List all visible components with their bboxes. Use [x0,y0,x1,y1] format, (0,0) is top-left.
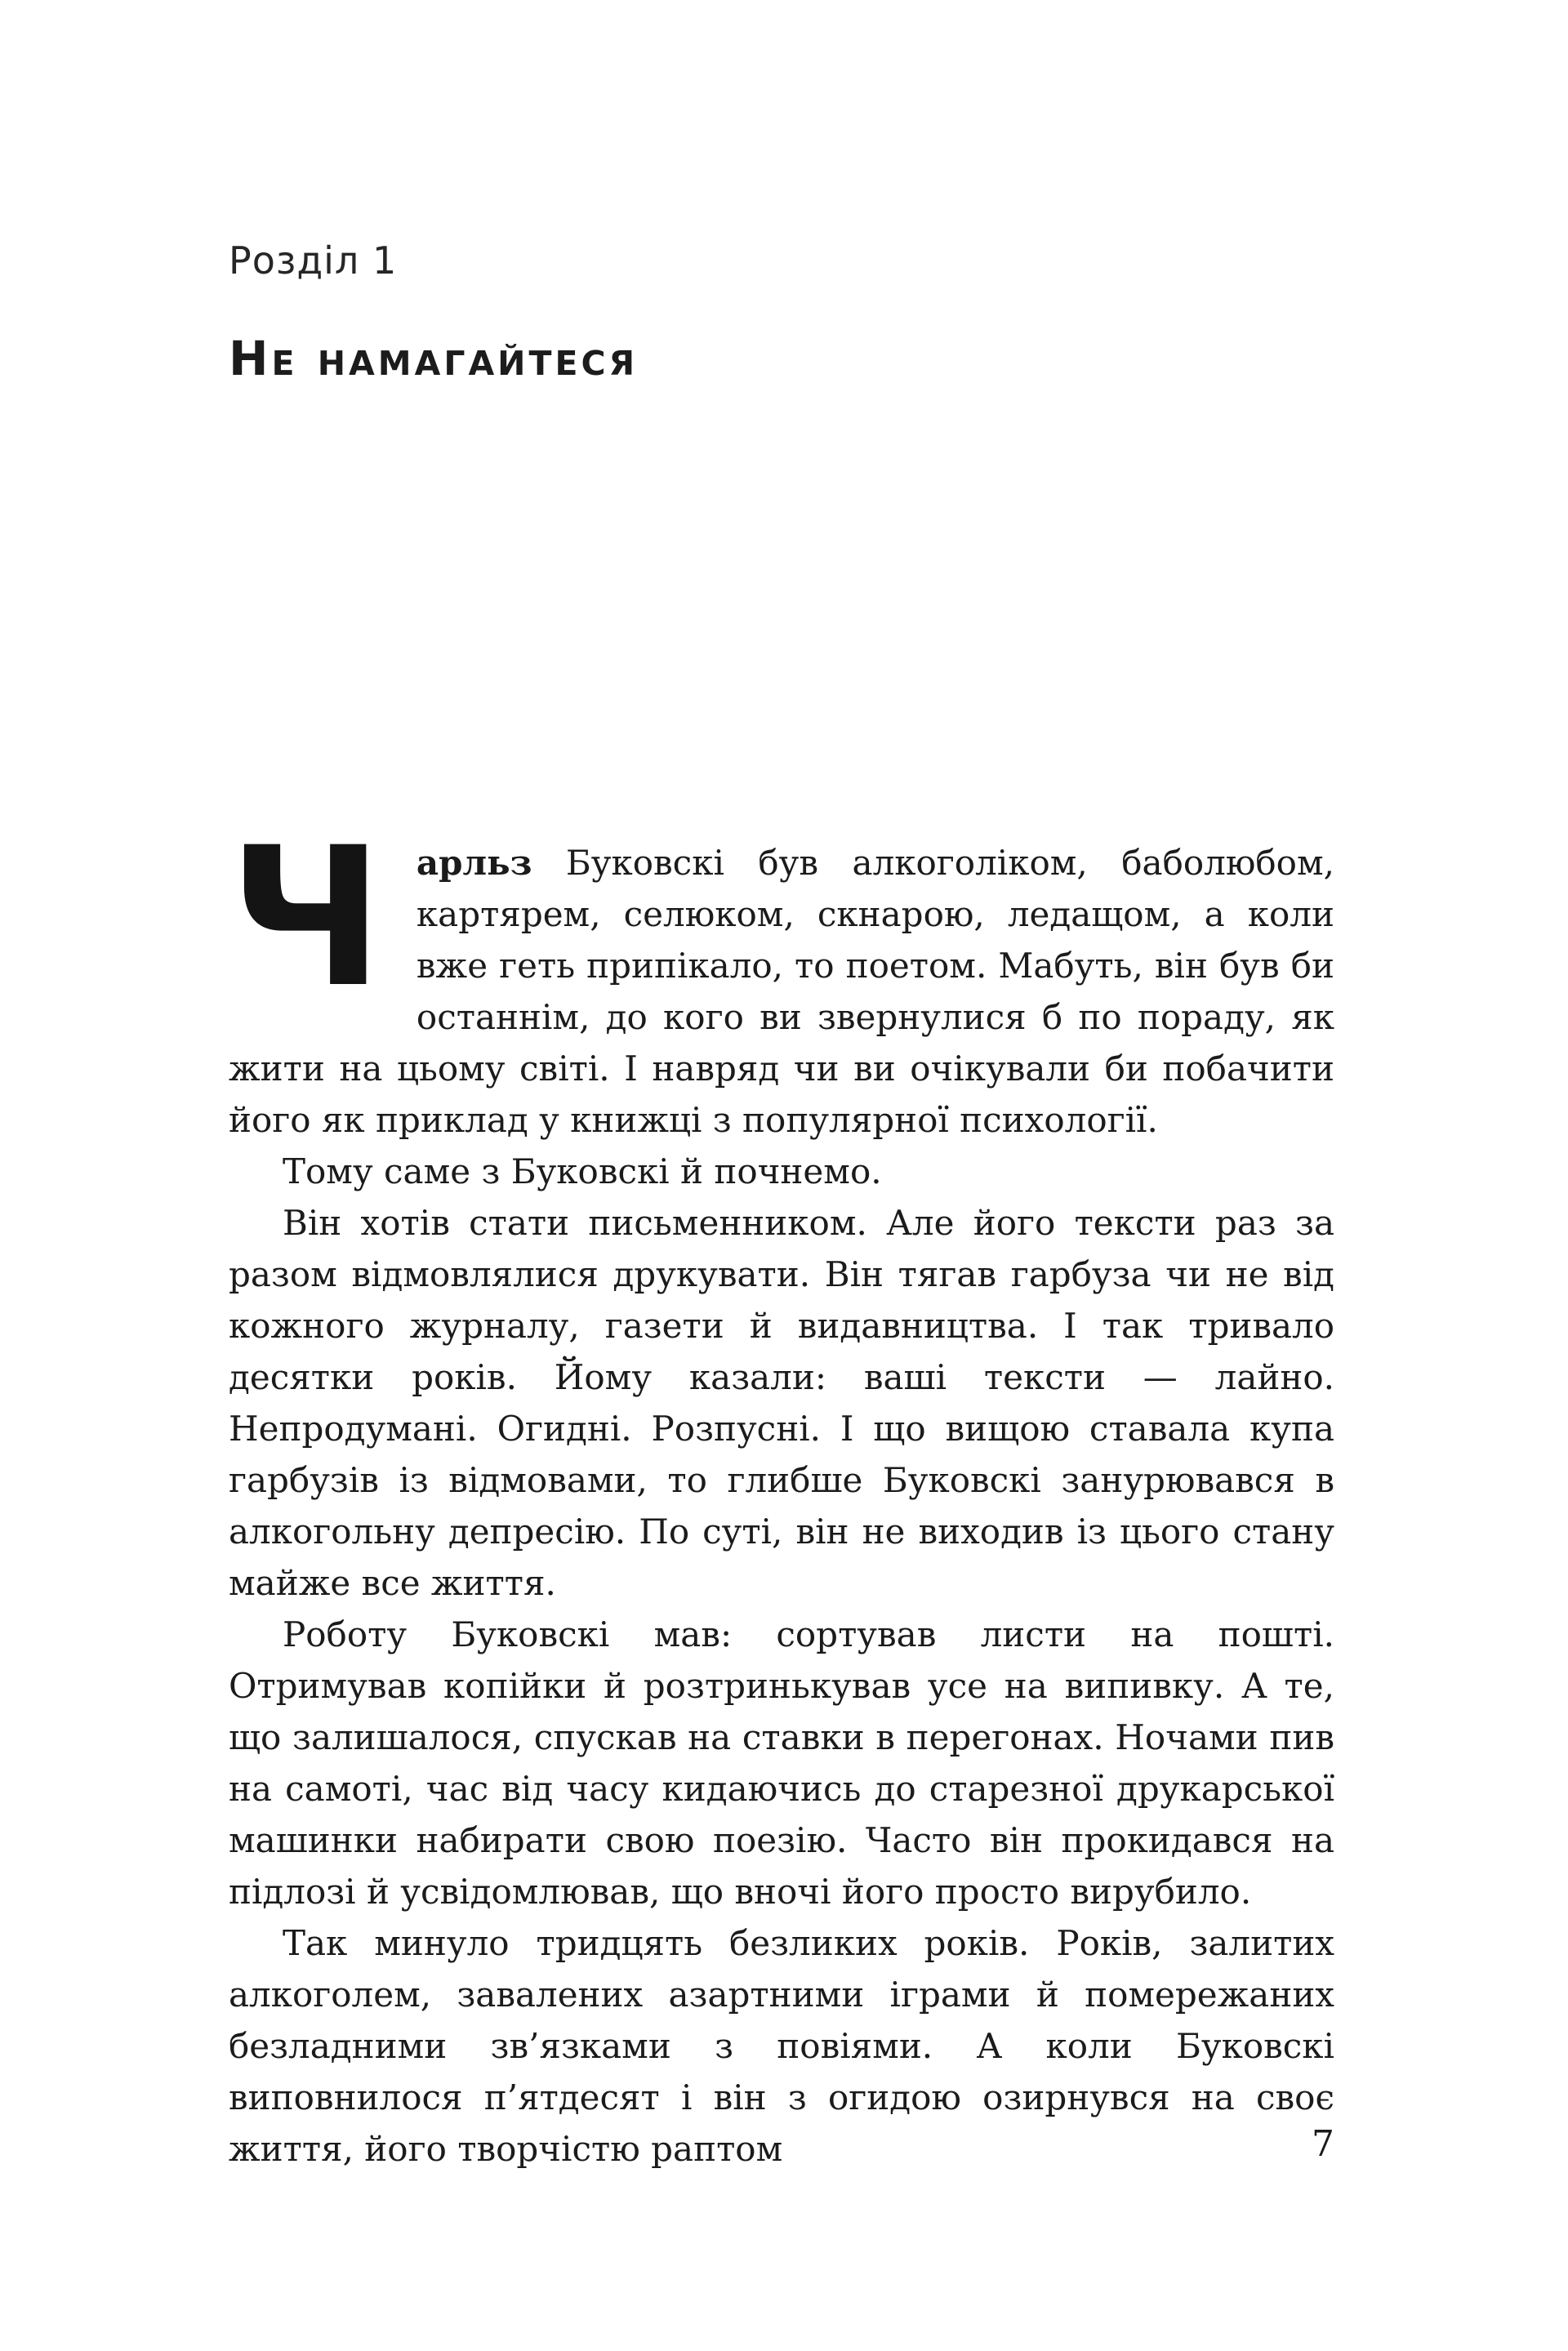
page-number: 7 [1312,2123,1334,2165]
dropcap-letter: Ч [229,807,384,1031]
chapter-label: Розділ 1 [229,238,398,283]
opening-paragraph-text: Буковскі був алкоголіком, баболюбом, картярем, селюком, скнарою, ледащом, а коли вже геть припікало, то поетом. Мабуть, він був би останнім, до кого ви звернулися б по пораду, як жити на цьому світі. І навряд чи ви очікували би побачити його як приклад у книжці з популярної психології. [229,843,1334,1141]
opening-paragraph [229,807,1334,1146]
paragraph-list [229,1146,1334,2175]
paragraph: Він хотів стати письменником. Але його тексти раз за разом відмовлялися друкувати. Він тягав гарбуза чи не від кожного журналу, газети й видавництва. І так тривало десятки років. Йому казали: ваші тексти — лайно. Непродумані. Огидні. Розпусні. І що вищою ставала купа гарбузів із відмовами, то глибше Буковскі занурювався в алкогольну депресію. По суті, він не виходив із цього стану майже все життя. [229,1203,1334,1604]
chapter-title: Не намагайтеся [229,330,639,386]
body-text [229,807,1334,2175]
paragraph: Так минуло тридцять безликих років. Років, залитих алкоголем, завалених азартними іграми й помережаних безладними зв’язками з повіями. А коли Буковскі виповнилося п’ятдесят і він з огидою озирнувся на своє життя, його творчістю раптом [229,1923,1334,2170]
lead-word: арльз [416,843,532,884]
paragraph: Роботу Буковскі мав: сортував листи на пошті. Отримував копійки й розтринькував усе на випивку. А те, що залишалося, спускав на ставки в перегонах. Ночами пив на самоті, час від часу кидаючись до старезної друкарської машинки набирати свою поезію. Часто він прокидався на підлозі й усвідомлював, що вночі його просто вирубило. [229,1614,1334,1912]
paragraph: Тому саме з Буковскі й почнемо. [283,1151,882,1192]
